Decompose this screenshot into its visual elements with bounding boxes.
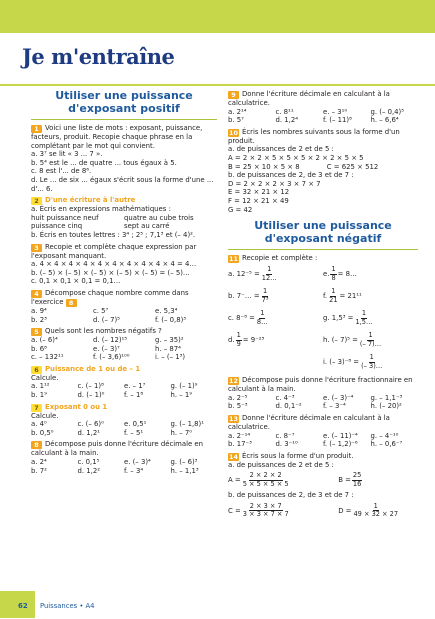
exercise-item: a. Écris en expressions mathématiques :: [31, 205, 171, 214]
grid-item: f. – 1⁸: [124, 391, 144, 400]
grid-item: b. 1⁹: [31, 391, 47, 400]
grid-item: f. – 3⁴: [124, 466, 144, 475]
exercise-title: Puissance de 1 ou de – 1: [45, 364, 141, 373]
exercise-5: [31, 327, 217, 362]
fraction-item: f. $\frac{1}{21}$ = 21¹¹: [323, 287, 362, 304]
title-underline: [0, 84, 435, 86]
grid-item: e. (– 11)⁻⁴: [323, 431, 358, 440]
exercise-instruction: Écris sous la forme d'un produit.: [242, 451, 354, 460]
grid-item: a. 2⁻⁵: [228, 393, 248, 402]
exercise-3: [31, 243, 217, 286]
page-number: 62: [18, 602, 28, 610]
grid-item: f. (– 1,2)⁻⁶: [323, 440, 358, 449]
fraction: $\frac{1}{21}$: [329, 287, 338, 304]
grid-item: d. (– 12)¹⁵: [93, 336, 128, 345]
fraction-item: h. (– 7)⁵ = $\frac{1}{(- 7)\dots}$: [323, 331, 382, 348]
exercise-instruction: Décompose puis donne l'écriture fractionnaire en calculant à la main.: [228, 376, 413, 394]
grid-item: d. (– 1)⁰: [77, 391, 105, 400]
fraction-item: e. $\frac{1}{8}$ = 8…: [323, 265, 357, 282]
fraction-item: g. 1,5³ = $\frac{1}{1,5\dots}$: [323, 309, 373, 326]
exercise-instruction: Recopie et complète :: [242, 254, 318, 263]
item-grid: [31, 336, 217, 362]
grid-item: e. 5,3⁴: [155, 306, 178, 315]
grid-item: f. (– 0,8)³: [155, 315, 187, 324]
item-grid: [31, 458, 217, 475]
right-column: [228, 90, 418, 522]
grid-item: g. – 4⁻¹⁰: [370, 431, 399, 440]
expression-line: F = 12 × 21 × 49: [228, 196, 289, 205]
grid-item: h. – 7⁰: [170, 428, 193, 437]
exercise-4: [31, 289, 217, 324]
exercise-instruction: Quels sont les nombres négatifs ?: [45, 327, 162, 336]
item-grid: [228, 394, 418, 411]
exercise-instruction: Donne l'écriture décimale en calculant à la calculatrice.: [228, 413, 390, 431]
fraction: $\frac{1}{(- 3)\dots}$: [361, 353, 383, 370]
exercise-number: 6: [31, 366, 42, 374]
exercise-item: b. Écris en toutes lettres : 3⁴ ; 2⁵ ; 7,1³ et (– 4)².: [31, 230, 196, 239]
exercise-item: a. 3⁷ se lit « 3 ... 7 ».: [31, 150, 103, 159]
fraction: $\frac{2 \times 2 \times 2}{5 \times 5 \times 5 \times 5}$: [242, 471, 289, 488]
grid-item: d. 0,1⁻²: [275, 402, 302, 411]
item-grid: [31, 382, 217, 399]
exercise-instruction: Donne l'écriture décimale en calculant à la calculatrice.: [228, 90, 390, 107]
grid-item: g. (– 6)³: [170, 458, 198, 467]
exercise-number: 13: [229, 414, 238, 423]
fraction-item: b. 7⁻… = $\frac{1}{\text{7³}}$: [228, 287, 269, 304]
exercise-title: D'une écriture à l'autre: [45, 196, 136, 205]
grid-item: a. 9⁴: [31, 306, 47, 315]
exercise-item: b. (– 5) × (– 5) × (– 5) × (– 5) × (– 5) = (– 5)…: [31, 268, 190, 277]
expression-text: quatre au cube trois: [124, 213, 194, 222]
exercise-number: 2: [31, 197, 42, 205]
fraction-item: d. $\frac{1}{9}$ = 9⁻²³: [228, 331, 265, 348]
exercise-8: [31, 440, 217, 475]
grid-item: h. (– 20)²: [370, 402, 402, 411]
exercise-10: [228, 128, 418, 214]
exercise-number: 3: [31, 244, 42, 252]
expression-line: A = 2 × 2 × 5 × 5 × 5 × 2 × 2 × 5 × 5: [228, 153, 364, 162]
exercise-number: 9: [228, 91, 239, 99]
grid-item: f. – 3⁻⁴: [323, 402, 346, 411]
item-grid: [31, 307, 217, 324]
fraction: $\frac{25}{16}$: [352, 471, 362, 488]
grid-item: b. 7²: [31, 466, 47, 475]
exercise-instruction: Décompose puis donne l'écriture décimale en calculant à la main.: [31, 440, 204, 458]
exercise-9: [228, 90, 418, 125]
grid-item: g. – 35)²: [155, 336, 184, 345]
fraction: $\frac{1}{49 \times 32 \times 27}$: [353, 501, 399, 519]
exercise-instruction: Voici une liste de mots : exposant, puissance, facteurs, produit. Recopie chaque phrase en la complétant par le mot qui convient.: [31, 124, 203, 150]
exercise-instruction: Calcule.: [31, 411, 59, 420]
footer-label: Puissances • A4: [40, 602, 95, 610]
grid-item: d. 3⁻¹⁰: [275, 440, 298, 449]
grid-item: c. 8⁻⁷: [275, 431, 295, 440]
grid-item: h. – 6,6⁴: [370, 116, 399, 125]
grid-item: c. (– 6)⁰: [77, 420, 104, 429]
exercise-number: 1: [31, 125, 42, 133]
grid-item: g. – 1,1⁻³: [370, 393, 403, 402]
grid-item: h. – 1⁹: [170, 391, 193, 400]
grid-item: d. (– 7)⁵: [93, 315, 120, 324]
exercise-item: b. de puissances de 2, de 3 et de 7 :: [228, 491, 354, 500]
expression-line: E = 32 × 21 × 12: [228, 188, 290, 197]
left-column: [31, 90, 217, 475]
fraction-item: B = $\frac{25}{16}$: [338, 471, 362, 488]
exercise-instruction: Calcule.: [31, 373, 59, 382]
exercise-item: a. de puissances de 2 et de 5 :: [228, 145, 334, 154]
grid-item: e. (– 3)⁴: [124, 458, 151, 467]
grid-item: c. 0,1⁵: [77, 458, 100, 467]
expression-line: C = 625 × 512: [326, 162, 379, 171]
fraction: $\frac{1}{\text{7³}}$: [261, 287, 269, 304]
grid-item: c. – 132¹¹: [31, 353, 64, 362]
expression-row: [228, 163, 418, 172]
grid-item: b. 2³: [31, 315, 47, 324]
fraction-item: A = $\frac{2 \times 2 \times 2}{5 \times 5 \times 5 \times 5}$: [228, 471, 289, 488]
fraction-row: [228, 469, 418, 491]
page-title: Je m'entraîne: [22, 44, 175, 69]
grid-item: a. 2⁻¹⁴: [228, 431, 251, 440]
page-footer: [0, 590, 435, 619]
exercise-number: 4: [31, 290, 42, 298]
exercise-reference-badge: 8: [66, 299, 77, 307]
exercise-instruction: Écris les nombres suivants sous la forme d'un produit.: [228, 127, 400, 145]
grid-item: h. – 87⁴: [155, 344, 181, 353]
fraction-row: [228, 500, 418, 522]
grid-item: e. (– 3)⁻⁴: [323, 393, 354, 402]
exercise-number: 10: [229, 128, 238, 137]
grid-item: c. 5⁷: [93, 306, 109, 315]
fraction: $\frac{1}{(- 7)\dots}$: [359, 331, 382, 348]
fraction-item: D = $\frac{1}{49 \times 32 \times 27}$: [338, 501, 399, 519]
grid-item: f. – 5¹: [124, 428, 144, 437]
grid-item: g. (– 1,8)¹: [170, 420, 204, 429]
grid-item: a. 1¹²: [31, 382, 50, 391]
fraction-grid: [228, 263, 418, 373]
exercise-11: [228, 254, 418, 373]
grid-item: f. (– 3,6)¹⁰⁰: [93, 353, 130, 362]
grid-item: a. 4⁰: [31, 420, 47, 429]
fraction-item: c. 8⁻⁸ = $\frac{1}{8\dots}$: [228, 309, 268, 326]
grid-item: e. – 3¹⁰: [323, 107, 348, 116]
item-grid: [228, 108, 418, 125]
exercise-6: [31, 365, 217, 400]
expression-text: sept au carré: [124, 222, 170, 231]
exercise-instruction: Recopie et complète chaque expression par l'exposant manquant.: [31, 242, 197, 260]
fraction: $\frac{1}{8\dots}$: [256, 309, 268, 326]
exercise-item: d. Le ... de six ... égaux s'écrit sous la forme d'une ... d'... 6.: [31, 175, 214, 193]
grid-item: e. 0,5¹: [124, 420, 147, 429]
exercise-1: [31, 124, 217, 193]
grid-item: a. 2¹⁴: [228, 107, 247, 116]
fraction-item: C = $\frac{2 \times 3 \times 7}{3 \times 3 \times 7 \times 7}$: [228, 501, 289, 519]
empty-cell: [228, 351, 323, 373]
exercise-item: b. de puissances de 2, de 3 et de 7 :: [228, 171, 354, 180]
expression-text: huit puissance neuf: [31, 213, 99, 222]
expression-line: G = 42: [228, 205, 253, 214]
grid-item: b. 0,5⁰: [31, 428, 54, 437]
fraction: $\frac{1}{8}$: [331, 265, 336, 282]
grid-item: f. (– 11)⁸: [323, 116, 352, 125]
exercise-12: [228, 376, 418, 411]
exercise-number: 14: [229, 452, 238, 461]
fraction: $\frac{1}{1,5\dots}$: [355, 309, 373, 326]
grid-item: i. – (– 1³): [155, 353, 186, 362]
fraction: $\frac{2 \times 3 \times 7}{3 \times 3 \times 7 \times 7}$: [242, 501, 289, 519]
fraction: $\frac{1}{9}$: [236, 331, 241, 348]
grid-item: d. 1,2⁴: [275, 116, 298, 125]
exercise-2: [31, 196, 217, 239]
exercise-number: 12: [229, 377, 238, 386]
grid-item: c. (– 1)⁸: [77, 382, 104, 391]
expression-text: puissance cinq: [31, 222, 83, 231]
grid-item: b. 6⁸: [31, 344, 47, 353]
exercise-number: 5: [31, 328, 42, 336]
exercise-item: a. de puissances de 2 et de 5 :: [228, 460, 334, 469]
item-grid: [228, 432, 418, 449]
grid-item: d. 1,2¹: [77, 428, 100, 437]
expression-grid: [31, 214, 217, 231]
item-grid: [31, 420, 217, 437]
grid-item: a. 2⁴: [31, 458, 47, 467]
grid-item: c. 8¹¹: [275, 107, 294, 116]
grid-item: a. (– 6)⁴: [31, 336, 58, 345]
fraction: $\frac{1}{12\dots}$: [261, 265, 277, 282]
grid-item: h. – 1,1³: [170, 466, 199, 475]
exercise-number: 8: [31, 441, 42, 449]
exercise-item: a. 4 × 4 × 4 × 4 × 4 × 4 × 4 × 4 × 4 × 4 = 4…: [31, 260, 197, 269]
exercise-title: Exposant 0 ou 1: [45, 402, 108, 411]
top-color-band: [0, 0, 435, 33]
exercise-13: [228, 414, 418, 449]
section-title-positive-exponent: Utiliser une puissance d'exposant positif: [31, 90, 217, 120]
fraction-item: a. 12⁻⁵ = $\frac{1}{12\dots}$: [228, 265, 277, 282]
exercise-instruction: Décompose chaque nombre comme dans l'exercice: [31, 288, 189, 306]
fraction-item: i. (– 3)⁻⁸ = $\frac{1}{(- 3)\dots}$: [323, 353, 383, 370]
grid-item: g. (– 0,4)⁵: [370, 107, 404, 116]
exercise-number: 11: [229, 255, 238, 264]
grid-item: b. 5⁷: [228, 116, 244, 125]
exercise-item: c. 8 est l'... de 8⁶.: [31, 167, 92, 176]
grid-item: h. – 0,6⁻⁷: [370, 440, 403, 449]
exercise-7: [31, 403, 217, 438]
grid-item: c. 4⁻³: [275, 393, 295, 402]
grid-item: e. (– 3)⁷: [93, 344, 120, 353]
grid-item: b. 17⁻³: [228, 440, 252, 449]
grid-item: e. – 1⁷: [124, 382, 146, 391]
exercise-item: c. 0,1 × 0,1 × 0,1 = 0,1…: [31, 277, 121, 286]
exercise-item: b. 5⁴ est le ... de quatre ... tous égaux à 5.: [31, 158, 177, 167]
expression-line: D = 2 × 2 × 2 × 3 × 7 × 7: [228, 179, 321, 188]
section-title-negative-exponent: Utiliser une puissance d'exposant négatif: [228, 220, 418, 250]
grid-item: b. 5⁻³: [228, 402, 248, 411]
exercise-14: [228, 452, 418, 522]
expression-line: B = 25 × 10 × 5 × 8: [228, 162, 300, 171]
grid-item: d. 1,2²: [77, 466, 100, 475]
grid-item: g. (– 1)⁹: [170, 382, 198, 391]
exercise-number: 7: [31, 404, 42, 412]
